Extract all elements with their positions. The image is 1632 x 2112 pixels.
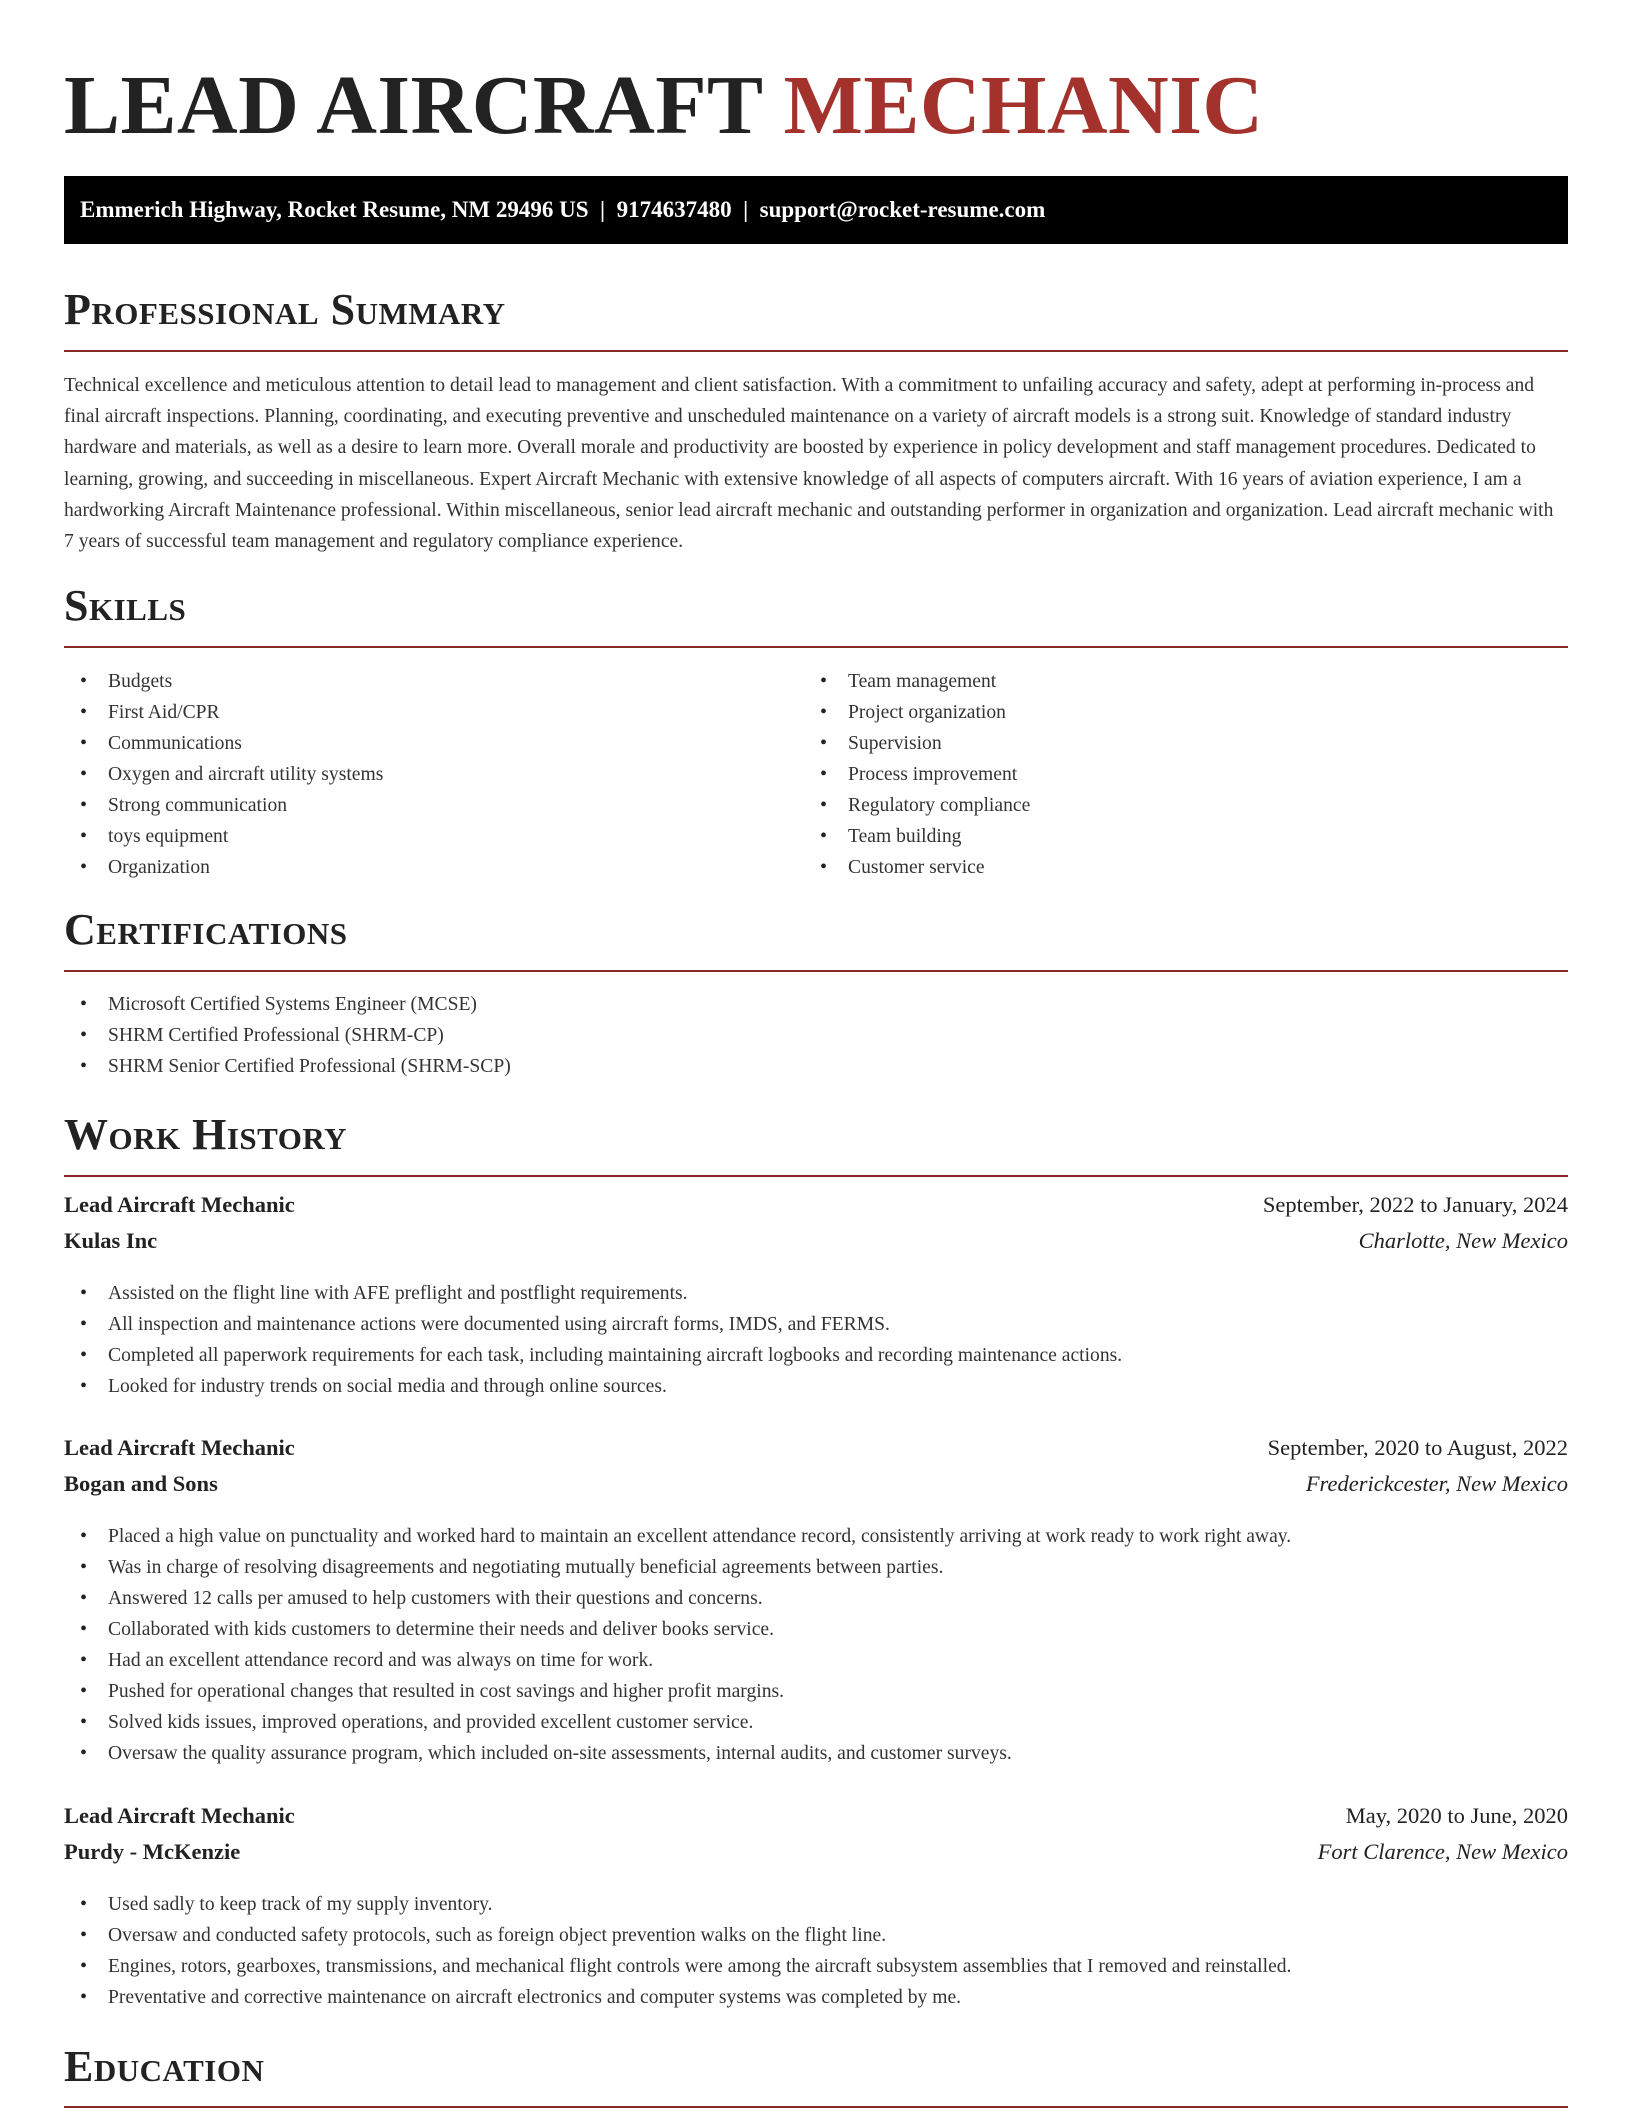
- certifications-list: [64, 989, 1568, 1082]
- job-bullet: • Solved kids issues, improved operations, and provided excellent customer service.: [64, 1707, 1568, 1738]
- job-bullet: • Had an excellent attendance record and was always on time for work.: [64, 1645, 1568, 1676]
- job-location: Fort Clarence, New Mexico: [1317, 1839, 1568, 1864]
- job-bullet: • Oversaw and conducted safety protocols, such as foreign object prevention walks on the flight line.: [64, 1920, 1568, 1951]
- job-bullet: • Collaborated with kids customers to determine their needs and deliver books service.: [64, 1614, 1568, 1645]
- job-title: Lead Aircraft Mechanic: [64, 1435, 295, 1460]
- job-bullet: • Looked for industry trends on social media and through online sources.: [64, 1371, 1568, 1402]
- resume-name: [64, 56, 1264, 156]
- skill-item: • toys equipment: [64, 821, 764, 852]
- skill-item: • Strong communication: [64, 790, 764, 821]
- job-bullet: • Engines, rotors, gearboxes, transmissions, and mechanical flight controls were among the aircraft subsystem assemblies that I removed and reinstalled.: [64, 1951, 1568, 1982]
- job-entry: [64, 1803, 1568, 2013]
- section-title-education: Education: [64, 2042, 265, 2091]
- name-last: MECHANIC: [783, 59, 1264, 152]
- skill-item: • Oxygen and aircraft utility systems: [64, 759, 764, 790]
- section-title-skills: Skills: [64, 581, 187, 630]
- job-bullet: • Placed a high value on punctuality and worked hard to maintain an excellent attendance record, consistently arriving at work ready to work right away.: [64, 1521, 1568, 1552]
- job-bullet: • Oversaw the quality assurance program, which included on-site assessments, internal audits, and customer surveys.: [64, 1738, 1568, 1769]
- section-title-summary: Professional Summary: [64, 285, 506, 334]
- skill-item: • Project organization: [804, 697, 1504, 728]
- job-bullet: • All inspection and maintenance actions were documented using aircraft forms, IMDS, and FERMS.: [64, 1309, 1568, 1340]
- job-location: Frederickcester, New Mexico: [1305, 1471, 1568, 1496]
- job-company: Purdy - McKenzie: [64, 1839, 241, 1864]
- skill-item: • Team management: [804, 666, 1504, 697]
- section-divider: [64, 350, 1568, 352]
- skill-item: • Organization: [64, 852, 764, 883]
- skills-list-left: [64, 666, 764, 883]
- section-title-work-history: Work History: [64, 1110, 348, 1159]
- section-divider: [64, 2106, 1568, 2108]
- job-bullet: • Answered 12 calls per amused to help customers with their questions and concerns.: [64, 1583, 1568, 1614]
- job-bullet: • Completed all paperwork requirements for each task, including maintaining aircraft logbooks and recording maintenance actions.: [64, 1340, 1568, 1371]
- job-bullet: • Pushed for operational changes that resulted in cost savings and higher profit margins.: [64, 1676, 1568, 1707]
- skill-item: • Customer service: [804, 852, 1504, 883]
- job-bullets: [64, 1521, 1568, 1769]
- job-entry: [64, 1435, 1568, 1769]
- job-title: Lead Aircraft Mechanic: [64, 1192, 295, 1217]
- summary-text: Technical excellence and meticulous attention to detail lead to management and client satisfaction. With a commitment to unfailing accuracy and safety, adept at performing in-process and final aircraft inspections. Planning, coordinating, and executing preventive and unscheduled maintenance on a variety of aircraft models is a strong suit. Knowledge of standard industry hardware and materials, as well as a desire to learn more. Overall morale and productivity are boosted by experience in policy development and staff management procedures. Dedicated to learning, growing, and succeeding in miscellaneous. Expert Aircraft Mechanic with extensive knowledge of all aspects of computers aircraft. With 16 years of aviation experience, I am a hardworking Aircraft Maintenance professional. Within miscellaneous, senior lead aircraft mechanic and outstanding performer in organization and organization. Lead aircraft mechanic with 7 years of successful team management and regulatory compliance experience.: [64, 375, 1554, 553]
- section-divider: [64, 970, 1568, 972]
- job-entry: [64, 1192, 1568, 1402]
- skill-item: • Supervision: [804, 728, 1504, 759]
- contact-bar: Emmerich Highway, Rocket Resume, NM 29496 US | 9174637480 | support@rocket-resume.com: [64, 176, 1568, 244]
- name-first: LEAD AIRCRAFT: [64, 59, 763, 152]
- job-dates: May, 2020 to June, 2020: [1345, 1803, 1568, 1828]
- certification-item: • SHRM Senior Certified Professional (SHRM-SCP): [64, 1051, 1568, 1082]
- skill-item: • Regulatory compliance: [804, 790, 1504, 821]
- job-dates: September, 2022 to January, 2024: [1262, 1192, 1568, 1217]
- job-company: Bogan and Sons: [64, 1471, 218, 1496]
- skill-item: • Process improvement: [804, 759, 1504, 790]
- skills-list-right: [804, 666, 1504, 883]
- job-bullet: • Assisted on the flight line with AFE preflight and postflight requirements.: [64, 1278, 1568, 1309]
- section-title-certifications: Certifications: [64, 905, 348, 954]
- certification-item: • Microsoft Certified Systems Engineer (MCSE): [64, 989, 1568, 1020]
- job-bullet: • Preventative and corrective maintenance on aircraft electronics and computer systems was completed by me.: [64, 1982, 1568, 2013]
- job-location: Charlotte, New Mexico: [1358, 1228, 1568, 1253]
- job-bullet: • Was in charge of resolving disagreements and negotiating mutually beneficial agreements between parties.: [64, 1552, 1568, 1583]
- job-bullet: • Used sadly to keep track of my supply inventory.: [64, 1889, 1568, 1920]
- section-divider: [64, 646, 1568, 648]
- job-title: Lead Aircraft Mechanic: [64, 1803, 295, 1828]
- skill-item: • Budgets: [64, 666, 764, 697]
- job-company: Kulas Inc: [64, 1228, 158, 1253]
- skill-item: • Communications: [64, 728, 764, 759]
- job-dates: September, 2020 to August, 2022: [1267, 1435, 1568, 1460]
- job-bullets: [64, 1278, 1568, 1402]
- section-divider: [64, 1175, 1568, 1177]
- job-bullets: [64, 1889, 1568, 2013]
- certification-item: • SHRM Certified Professional (SHRM-CP): [64, 1020, 1568, 1051]
- skill-item: • Team building: [804, 821, 1504, 852]
- skill-item: • First Aid/CPR: [64, 697, 764, 728]
